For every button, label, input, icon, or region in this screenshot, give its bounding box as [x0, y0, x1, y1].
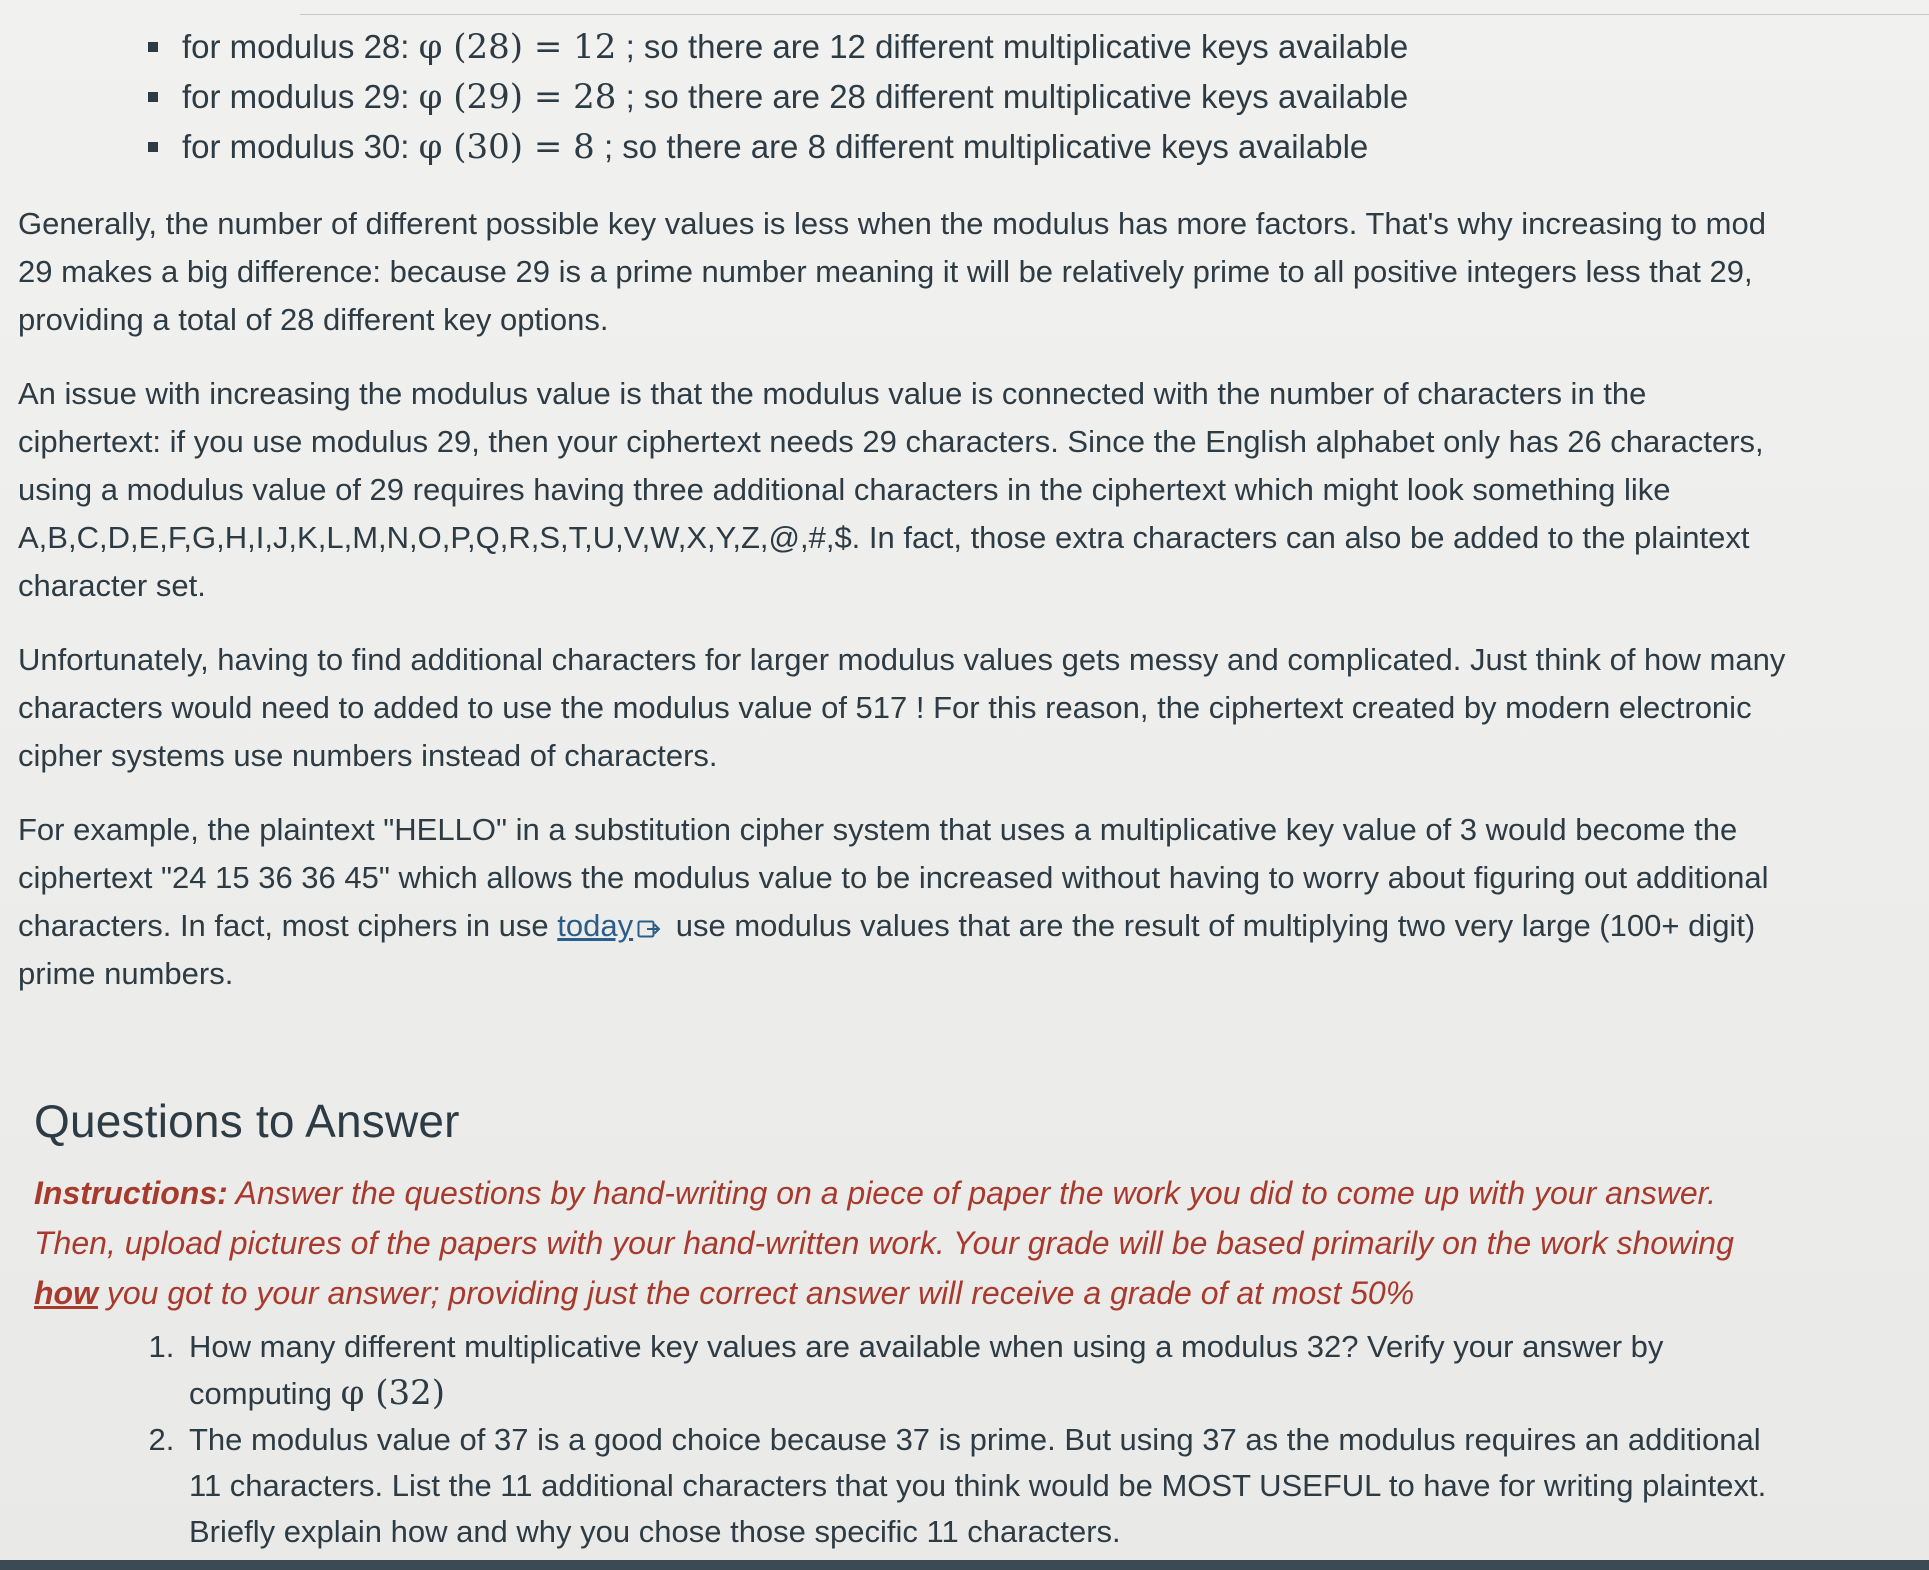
question-item — [183, 1417, 1788, 1555]
paragraph-numbers-instead: Unfortunately, having to find additional characters for larger modulus values gets messy and complicated. Just think of how many characters would need to added to use the modulus value of 517 ! For this reason, the ciphertext created by modern electronic cipher systems use numbers instead of characters. — [18, 642, 1786, 773]
bullet-math: φ (29) = 28 — [418, 77, 617, 117]
example-text-before: For example, the plaintext "HELLO" in a substitution cipher system that uses a multiplicative key value of 3 would become the ciphertext "24 15 36 36 45" which allows the modulus value to be increased without having to worry about figuring out additional characters. In fact, most ciphers in use — [18, 812, 1769, 943]
example-text-after: use modulus values that are the result of multiplying two very large (100+ digit) prime numbers. — [18, 908, 1756, 991]
question-text: How many different multiplicative key values are available when using a modulus 32? Verify your answer by computing — [189, 1329, 1664, 1411]
bullet-label: for modulus 30: — [182, 128, 410, 165]
bullet-label: for modulus 28: — [182, 28, 410, 65]
bullet-text: ; so there are 8 different multiplicative keys available — [603, 128, 1369, 165]
page-title: Questions to Answer — [34, 1095, 460, 1147]
bottom-edge-bar — [0, 1560, 1929, 1570]
list-item — [138, 72, 1788, 122]
instructions-label: Instructions: — [34, 1175, 228, 1211]
bullet-text: ; so there are 12 different multiplicative keys available — [625, 28, 1409, 65]
bullet-square-icon — [148, 42, 158, 52]
bullet-square-icon — [148, 142, 158, 152]
paragraph-factors: Generally, the number of different possible key values is less when the modulus has more factors. That's why increasing to mod 29 makes a big difference: because 29 is a prime number meaning it will be relatively prime to all positive integers less that 29, providing a total of 28 different key options. — [18, 206, 1766, 337]
instructions-before: Answer the questions by hand-writing on a piece of paper the work you did to come up with your answer. Then, upload pictures of the papers with your hand-written work. Your grade will be based primarily on the work showing — [34, 1175, 1734, 1261]
today-link[interactable]: today — [557, 908, 634, 943]
bullet-label: for modulus 29: — [182, 78, 410, 115]
question-item — [183, 1324, 1788, 1417]
paragraph-example — [18, 806, 1788, 998]
bullet-math: φ (28) = 12 — [418, 27, 617, 67]
bullet-math: φ (30) = 8 — [418, 127, 595, 167]
top-divider — [300, 14, 1929, 15]
instructions-text — [34, 1168, 1788, 1318]
list-item — [138, 122, 1788, 172]
instructions-emphasis: how — [34, 1275, 98, 1311]
question-text: The modulus value of 37 is a good choice because 37 is prime. But using 37 as the modulus requires an additional 11 characters. List the 11 additional characters that you think would be MOST USEFUL to have for writing plaintext. Briefly explain how and why you chose those specific 11 characters. — [189, 1422, 1767, 1549]
questions-list — [18, 1324, 1788, 1555]
instructions-after: you got to your answer; providing just the correct answer will receive a grade of at most 50% — [97, 1275, 1415, 1311]
content-area — [18, 22, 1788, 1555]
bullet-square-icon — [148, 92, 158, 102]
list-item — [138, 22, 1788, 72]
modulus-bullet-list — [18, 22, 1788, 172]
bullet-text: ; so there are 28 different multiplicative keys available — [625, 78, 1409, 115]
question-math: φ (32) — [340, 1373, 446, 1413]
paragraph-modulus-issue: An issue with increasing the modulus value is that the modulus value is connected with the number of characters in the ciphertext: if you use modulus 29, then your ciphertext needs 29 characters. Since the English alphabet only has 26 characters, using a modulus value of 29 requires having three additional characters in the ciphertext which might look something like A,B,C,D,E,F,G,H,I,J,K,L,M,N,O,P,Q,R,S,T,U,V,W,X,Y,Z,@,#,$. In fact, those extra characters can also be added to the plaintext character set. — [18, 376, 1764, 603]
external-link-icon[interactable] — [637, 905, 661, 925]
